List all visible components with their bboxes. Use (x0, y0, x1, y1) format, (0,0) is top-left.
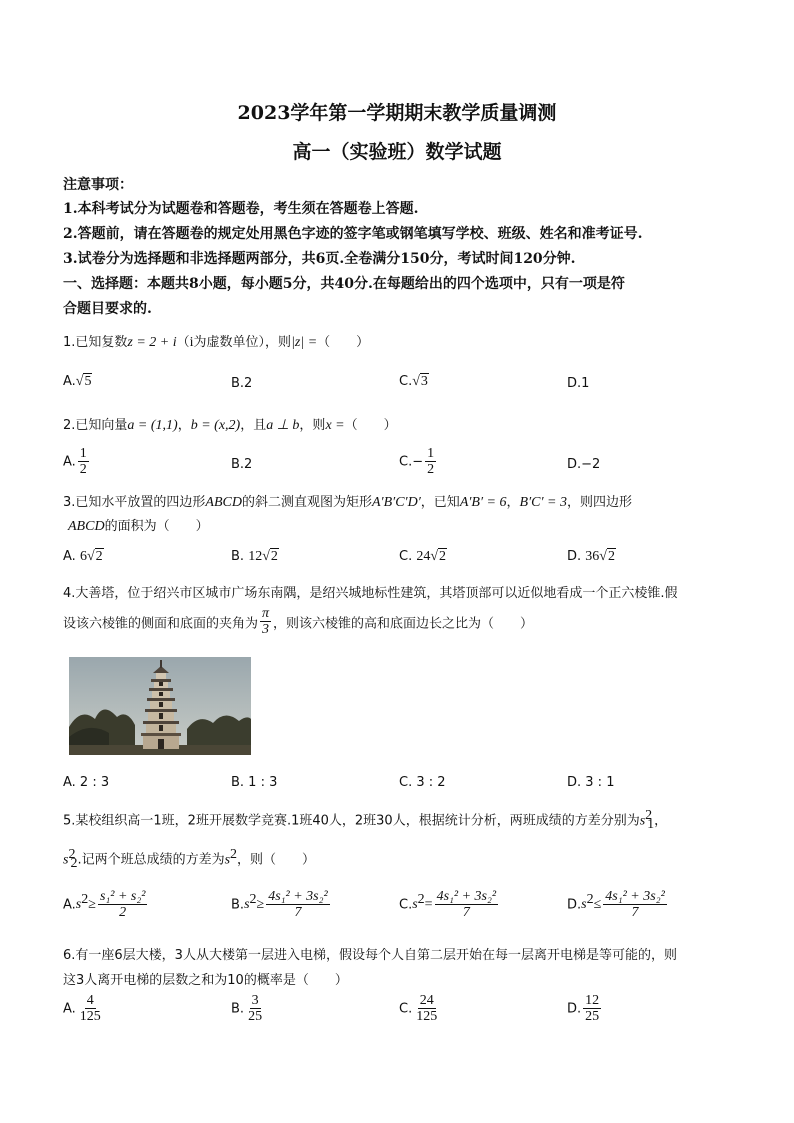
fraction: $\frac{1}{2}$ (79, 446, 87, 478)
q4-option-d[interactable]: D. 3 : 1 (567, 775, 615, 790)
fraction: $\frac{1}{2}$ (427, 446, 435, 478)
q6-option-d[interactable]: D. $\frac{12}{25}$ (567, 993, 600, 1025)
notes-item-2: 2.答题前，请在答题卷的规定处用黑色字迹的签字笔或钢笔填写学校、班级、姓名和准考证号. (63, 226, 643, 242)
fraction: $\frac{24}{125}$ (416, 993, 438, 1025)
sqrt-symbol: √5 (75, 374, 92, 389)
question-3-line2: ABCD的面积为（ ） (68, 519, 209, 534)
q2-option-c[interactable]: C.− $\frac{1}{2}$ (399, 446, 435, 478)
q2-option-d[interactable]: D.−2 (567, 457, 601, 472)
section-heading-line2: 合题目要求的. (63, 301, 152, 317)
q4-option-b[interactable]: B. 1 : 3 (231, 775, 278, 790)
q5-option-a[interactable]: $A.s^2\ge$ $\frac{\text{s₁² + s₂²}}{2}$ (63, 889, 146, 921)
q6-option-a[interactable]: A. $\frac{4}{125}$ (63, 993, 101, 1025)
fraction: $\frac{\text{4s₁² + 3s₂²}}{7}$ (268, 889, 328, 921)
q1-complex: z = 2 + i (127, 335, 177, 350)
q1-option-c[interactable]: C.√3 (399, 374, 428, 389)
pagoda-illustration (69, 657, 251, 755)
sqrt-symbol: √2 (86, 549, 103, 564)
q3-option-c[interactable]: C. 24√2 (399, 549, 447, 564)
fraction: $\frac{12}{25}$ (585, 993, 600, 1025)
q4-option-a[interactable]: A. 2 : 3 (63, 775, 110, 790)
notes-item-3: 3.试卷分为选择题和非选择题两部分，共6页.全卷满分150分，考试时间120分钟. (63, 251, 576, 267)
question-5-line2: $s^2_2$.记两个班总成绩的方差为$s^2$，则（ ） (63, 847, 316, 871)
q2-option-b[interactable]: B.2 (231, 457, 253, 472)
exam-subtitle: 高一（实验班）数学试题 (292, 141, 502, 163)
q2-vector-b: b = (x,2) (190, 418, 241, 433)
fraction: $\frac{3}{25}$ (248, 993, 263, 1025)
q5-option-d[interactable]: $D.s^2\le$ $\frac{\text{4s₁² + 3s₂²}}{7}$ (567, 889, 665, 921)
fraction: $\frac{\text{s₁² + s₂²}}{2}$ (99, 889, 146, 921)
sqrt-symbol: √2 (430, 549, 447, 564)
q1-option-b[interactable]: B.2 (231, 376, 253, 391)
section-heading-line1: 一、选择题：本题共8小题，每小题5分，共40分.在每题给出的四个选项中，只有一项是符 (63, 276, 625, 292)
q4-option-c[interactable]: C. 3 : 2 (399, 775, 446, 790)
q5-option-b[interactable]: $B.s^2\ge$ $\frac{\text{4s₁² + 3s₂²}}{7}$ (231, 889, 328, 921)
q1-option-d[interactable]: D.1 (567, 376, 590, 391)
q6-option-c[interactable]: C. $\frac{24}{125}$ (399, 993, 438, 1025)
q2-vector-a: a = (1,1) (127, 418, 178, 433)
q1-option-a[interactable]: A.√5 (63, 374, 92, 389)
question-4-line1: 4.大善塔，位于绍兴市区城市广场东南隅，是绍兴城地标性建筑，其塔顶部可以近似地看成一个正六棱锥.假 (63, 586, 678, 601)
sqrt-symbol: √2 (599, 549, 615, 564)
question-4-line2: 设该六棱锥的侧面和底面的夹角为 $\frac{\pi}{3}$ ，则该六棱锥的高和底面边长之比为（ ） (63, 606, 534, 638)
fraction: $\frac{4}{125}$ (79, 993, 101, 1025)
question-2: 2.已知向量a = (1,1)，b = (x,2)，且a ⊥ b，则x =（ ） (63, 418, 397, 433)
exam-title: 2023学年第一学期期末教学质量调测 (237, 102, 557, 124)
sqrt-symbol: √2 (262, 549, 278, 564)
pagoda-photo (69, 657, 251, 755)
question-3-line1: 3.已知水平放置的四边形ABCD的斜二测直观图为矩形A′B′C′D′，已知A′B′ = 6，B′C′ = 3，则四边形 (63, 495, 632, 510)
question-6-line1: 6.有一座6层大楼，3人从大楼第一层进入电梯，假设每个人自第二层开始在每一层离开电梯是等可能的，则 (63, 948, 677, 963)
fraction: $\frac{\text{4s₁² + 3s₂²}}{7}$ (605, 889, 665, 921)
question-1: 1.已知复数z = 2 + i（i为虚数单位），则|z| =（ ） (63, 335, 370, 350)
q3-option-a[interactable]: A. 6√2 (63, 549, 103, 564)
q1-modulus: |z| = (291, 335, 318, 350)
notes-heading: 注意事项： (63, 177, 133, 193)
q6-option-b[interactable]: B. $\frac{3}{25}$ (231, 993, 263, 1025)
q3-option-d[interactable]: D. 36√2 (567, 549, 615, 564)
q2-perp: a ⊥ b (266, 418, 300, 433)
question-6-line2: 这3人离开电梯的层数之和为10的概率是（ ） (63, 973, 348, 988)
q3-option-b[interactable]: B. 12√2 (231, 549, 278, 564)
q2-option-a[interactable]: A. $\frac{1}{2}$ (63, 446, 87, 478)
fraction: $\frac{\text{4s₁² + 3s₂²}}{7}$ (436, 889, 497, 921)
fraction-pi-over-3: $\frac{\pi}{3}$ (262, 606, 270, 638)
q5-option-c[interactable]: $C.s^2=$ $\frac{\text{4s₁² + 3s₂²}}{7}$ (399, 889, 497, 921)
question-5-line1: 5.某校组织高一1班，2班开展数学竞赛.1班40人，2班30人，根据统计分析，两班成绩的方差分别为$s^2_1$， (63, 808, 668, 832)
notes-item-1: 1.本科考试分为试题卷和答题卷，考生须在答题卷上答题. (63, 201, 419, 217)
sqrt-symbol: √3 (412, 374, 428, 389)
